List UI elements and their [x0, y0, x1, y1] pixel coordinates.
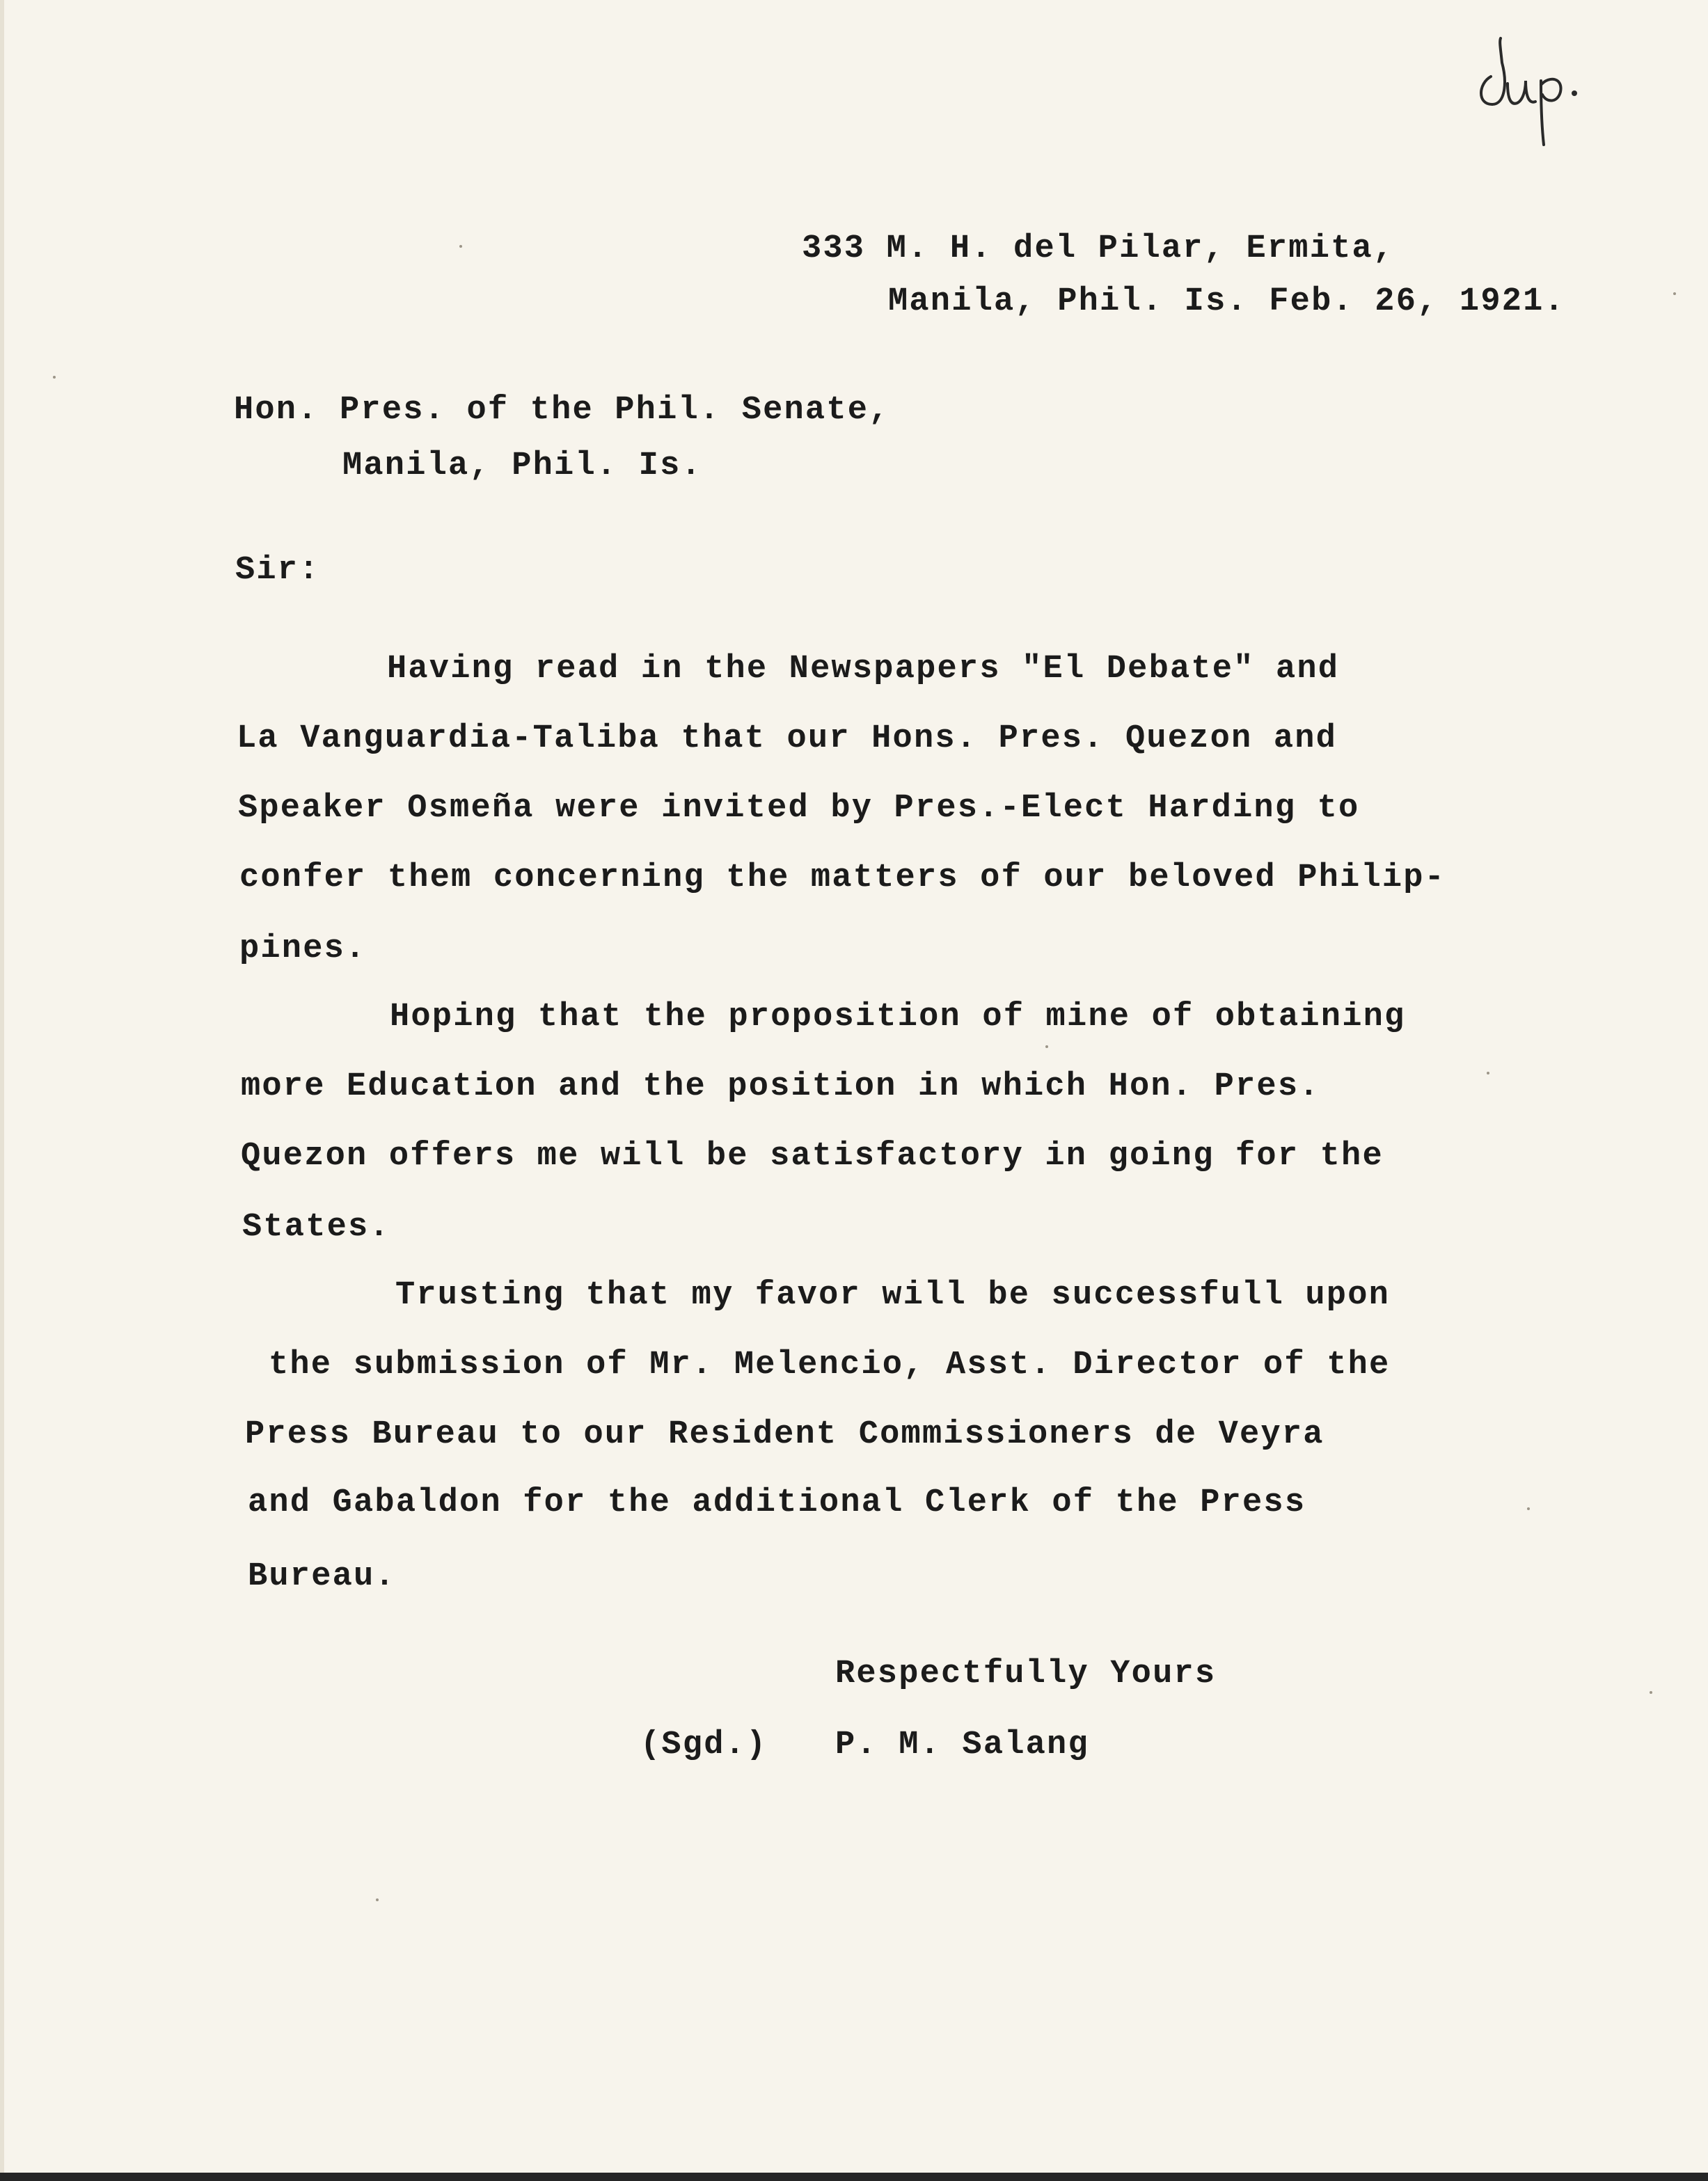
- scan-speck: [53, 376, 56, 379]
- paragraph-3-line: the submission of Mr. Melencio, Asst. Director of the: [269, 1347, 1391, 1383]
- sender-address-line-1: 333 M. H. del Pilar, Ermita,: [802, 230, 1395, 267]
- scan-speck: [1673, 292, 1676, 295]
- scan-speck: [1527, 1507, 1530, 1510]
- signed-marker: (Sgd.): [640, 1727, 768, 1763]
- paragraph-2-line: Hoping that the proposition of mine of obtaining: [390, 999, 1406, 1036]
- recipient-line-2: Manila, Phil. Is.: [342, 447, 702, 484]
- scan-speck: [376, 1898, 379, 1901]
- paragraph-3-line: and Gabaldon for the additional Clerk of the Press: [248, 1484, 1306, 1521]
- scan-speck: [1487, 1072, 1489, 1074]
- signature-name: P. M. Salang: [835, 1727, 1089, 1763]
- paragraph-1-line: La Vanguardia-Taliba that our Hons. Pres. Quezon and: [237, 720, 1338, 757]
- recipient-line-1: Hon. Pres. of the Phil. Senate,: [234, 392, 890, 429]
- scan-speck: [459, 245, 462, 248]
- paragraph-3-line: Trusting that my favor will be successfull upon: [395, 1277, 1391, 1314]
- sender-address-line-2: Manila, Phil. Is. Feb. 26, 1921.: [888, 283, 1565, 320]
- paragraph-2-line: more Education and the position in which Hon. Pres.: [241, 1068, 1320, 1105]
- paragraph-1-line: pines.: [239, 930, 367, 967]
- salutation: Sir:: [235, 552, 320, 589]
- paragraph-2-line: Quezon offers me will be satisfactory in going for the: [241, 1138, 1384, 1175]
- paragraph-3-line: Bureau.: [248, 1558, 396, 1595]
- paragraph-1-line: confer them concerning the matters of our beloved Philip-: [239, 859, 1446, 896]
- scan-speck: [1045, 1045, 1048, 1048]
- scan-speck: [1650, 1691, 1652, 1694]
- handwritten-dup-mark: [1471, 35, 1604, 146]
- handwritten-annotation: [1471, 35, 1604, 146]
- paragraph-3-line: Press Bureau to our Resident Commissioners de Veyra: [245, 1416, 1325, 1453]
- complimentary-close: Respectfully Yours: [835, 1656, 1217, 1692]
- scan-left-edge: [0, 0, 4, 2173]
- paragraph-1-line: Having read in the Newspapers "El Debate" and: [387, 651, 1340, 688]
- paragraph-2-line: States.: [242, 1209, 390, 1246]
- paragraph-1-line: Speaker Osmeña were invited by Pres.-Elect Harding to: [238, 790, 1360, 827]
- scan-bottom-strip: [0, 2173, 1708, 2181]
